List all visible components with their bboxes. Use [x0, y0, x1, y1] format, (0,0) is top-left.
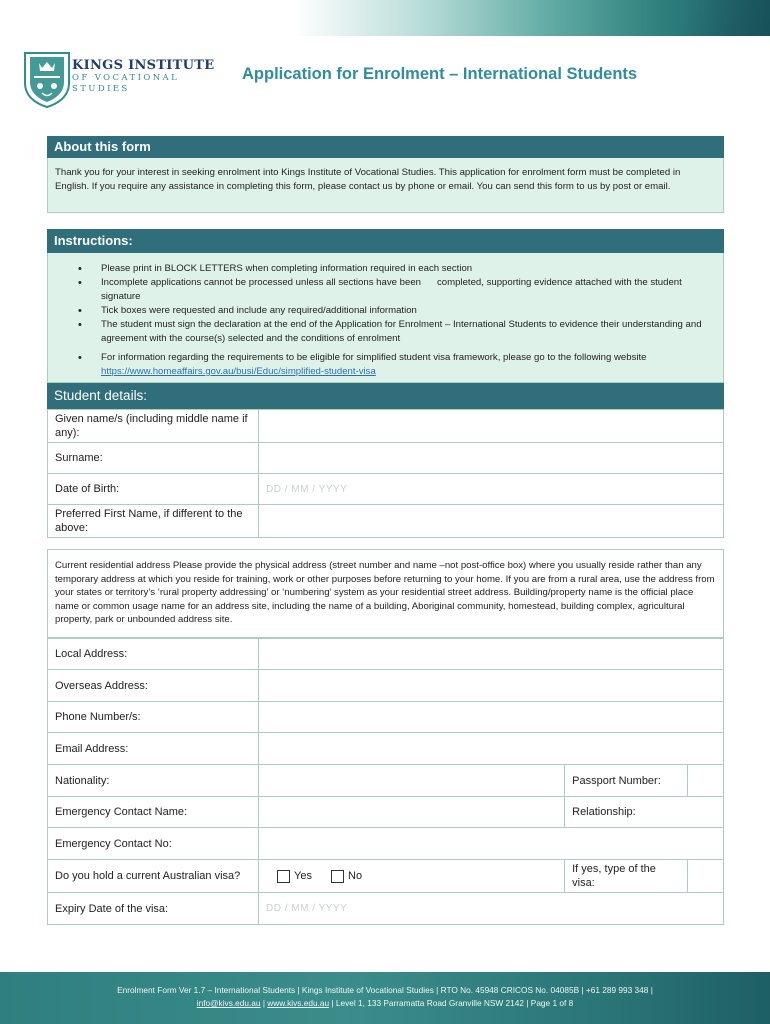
email-label: Email Address: [48, 733, 259, 765]
visa-info-link[interactable]: https://www.homeaffairs.gov.au/busi/Educ/simplified-student-visa [101, 366, 376, 377]
no-label: No [348, 870, 363, 882]
nationality-label: Nationality: [48, 765, 259, 797]
phone-field[interactable] [259, 702, 724, 733]
visa-type-label: If yes, type of the visa: [565, 860, 688, 893]
overseas-address-field[interactable] [259, 670, 724, 702]
student-details-table [47, 409, 724, 538]
instruction-item: • The student must sign the declaration at the end of the Application for Enrolment – International Students to evidence their understanding and agreement with the course(s) selected and the conditions of enrolment [48, 318, 723, 346]
footer-line-1: Enrolment Form Ver 1.7 – International Students | Kings Institute of Vocational Studies | RTO No. 45948 CRICOS No. 04085B | +61 289 993 348 | [117, 985, 653, 995]
address-table [47, 638, 724, 925]
instructions-list [48, 262, 723, 379]
surname-label: Surname: [48, 443, 259, 474]
visa-info-text: For information regarding the requirements to be eligible for simplified student visa framework, please go to the following website [101, 352, 647, 363]
local-address-label: Local Address: [48, 639, 259, 670]
emergency-no-field[interactable] [259, 828, 724, 860]
instructions-heading: Instructions: [47, 229, 724, 253]
given-names-label: Given name/s (including middle name if any): [48, 410, 259, 443]
instruction-item: • Incomplete applications cannot be processed unless all sections have been completed, supporting evidence attached with the student signature [48, 276, 723, 304]
shield-crest-icon [22, 49, 72, 109]
emergency-name-label: Emergency Contact Name: [48, 797, 259, 828]
institute-logo [22, 49, 215, 109]
yes-label: Yes [294, 870, 312, 882]
footer-website-link[interactable]: www.kivs.edu.au [267, 998, 330, 1008]
footer [0, 972, 770, 1024]
residential-address-note: Current residential address Please provide the physical address (street number and name –not post-office box) where you usually reside rather than any temporary address at which you reside for training, work or other purposes before returning to your home. If you are from a rural area, use the address from your states or territory’s ‘rural property addressing’ or ‘numbering’ system as your residential street address. Building/property name is the official place name or common usage name for an address site, including the name of a building, Aboriginal community, homestead, building complex, agricultural property, park or unbounded address site. [47, 549, 724, 638]
relationship-cell[interactable] [565, 797, 724, 828]
footer-email-link[interactable]: info@kivs.edu.au [196, 998, 261, 1008]
visa-expiry-label: Expiry Date of the visa: [48, 893, 259, 925]
emergency-no-label: Emergency Contact No: [48, 828, 259, 860]
local-address-field[interactable] [259, 639, 724, 670]
instruction-item-visa [48, 351, 723, 379]
overseas-address-label: Overseas Address: [48, 670, 259, 702]
instructions-body [47, 253, 724, 383]
visa-answer-cell [259, 860, 565, 893]
visa-type-field[interactable] [688, 860, 724, 893]
student-details-heading: Student details: [47, 383, 724, 409]
document-title: Application for Enrolment – International Students [242, 65, 638, 83]
phone-label: Phone Number/s: [48, 702, 259, 733]
email-field[interactable] [259, 733, 724, 765]
no-checkbox[interactable] [331, 870, 344, 883]
passport-field[interactable] [688, 765, 724, 797]
dob-field[interactable] [259, 474, 724, 505]
relationship-label: Relationship: [572, 806, 636, 818]
footer-address: | Level 1, 133 Parramatta Road Granville NSW 2142 | Page 1 of 8 [329, 998, 574, 1008]
given-names-field[interactable] [259, 410, 724, 443]
visa-expiry-placeholder: DD / MM / YYYY [266, 903, 348, 914]
about-text: Thank you for your interest in seeking enrolment into Kings Institute of Vocational Studies. This application for enrolment form must be completed in English. If you require any assistance in completing this form, please contact us by phone or email. You can send this form to us by post or email. [47, 158, 724, 213]
dob-placeholder: DD / MM / YYYY [266, 483, 348, 495]
preferred-name-label: Preferred First Name, if different to the above: [48, 505, 259, 538]
nationality-field[interactable] [259, 765, 565, 797]
top-banner [0, 0, 770, 36]
visa-expiry-field[interactable] [259, 893, 724, 925]
logo-line-1: KINGS INSTITUTE [72, 58, 215, 73]
footer-line-2 [0, 997, 770, 1010]
about-heading: About this form [47, 136, 724, 158]
dob-label: Date of Birth: [48, 474, 259, 505]
logo-line-3: STUDIES [72, 84, 130, 94]
visa-question-label: Do you hold a current Australian visa? [48, 860, 259, 893]
passport-label: Passport Number: [565, 765, 688, 797]
yes-checkbox[interactable] [277, 870, 290, 883]
surname-field[interactable] [259, 443, 724, 474]
instruction-item: • Please print in BLOCK LETTERS when completing information required in each section [48, 262, 723, 276]
logo-line-2: OF VOCATIONAL [72, 73, 180, 83]
footer-separator: | [260, 998, 268, 1008]
instruction-item: • Tick boxes were requested and include any required/additional information [48, 304, 723, 318]
emergency-name-field[interactable] [259, 797, 565, 828]
preferred-name-field[interactable] [259, 505, 724, 538]
